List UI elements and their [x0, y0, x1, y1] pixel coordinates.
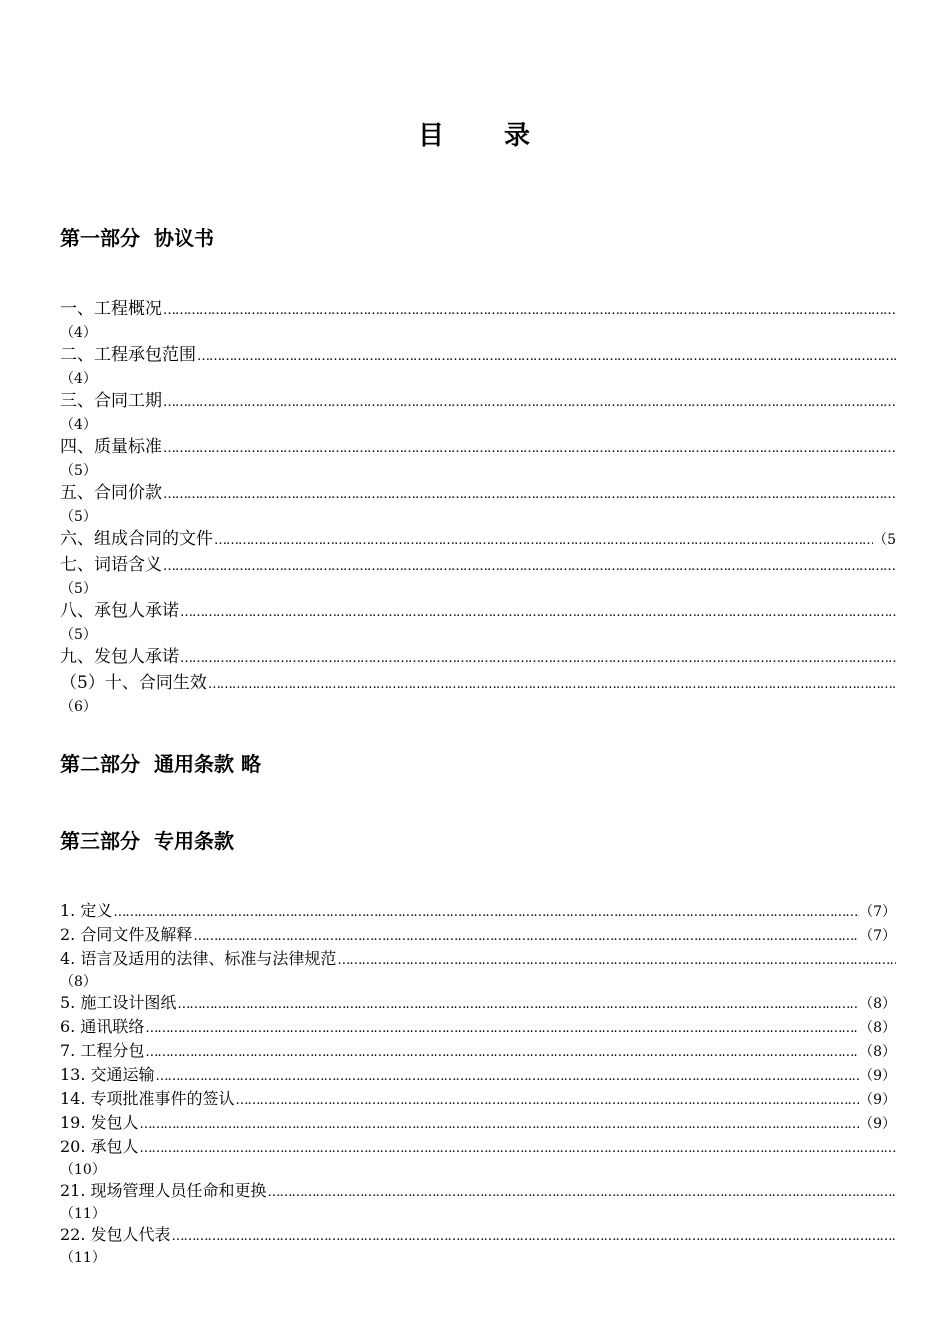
toc-entry[interactable] [60, 1136, 896, 1180]
part3-toc [60, 900, 896, 1268]
toc-entry[interactable] [60, 1112, 896, 1136]
dot-leader [162, 437, 896, 461]
toc-entry-page: （11） [60, 1250, 106, 1266]
toc-entry-page: （5） [60, 463, 97, 479]
dot-leader [144, 1042, 859, 1064]
toc-entry[interactable] [60, 553, 896, 599]
toc-entry-page: （8） [859, 1044, 896, 1060]
toc-entry[interactable] [60, 645, 896, 671]
toc-entry-label: 五、合同价款 [60, 483, 162, 503]
toc-entry[interactable] [60, 900, 896, 924]
toc-entry[interactable] [60, 527, 896, 553]
toc-entry-label: 19. 发包人 [60, 1113, 139, 1132]
toc-entry-page: （4） [60, 325, 97, 341]
part3-heading-part: 第三部分 [60, 829, 140, 853]
toc-entry[interactable] [60, 948, 896, 992]
toc-entry-page: （8） [60, 974, 97, 990]
title-char-right: 录 [504, 121, 533, 151]
dot-leader [196, 345, 896, 369]
toc-entry-label: 6. 通讯联络 [60, 1017, 145, 1036]
part2-heading-name: 通用条款 略 [154, 752, 261, 776]
toc-entry-page: （6） [60, 699, 97, 715]
page-title [0, 115, 950, 152]
dot-leader [179, 601, 896, 625]
dot-leader [336, 950, 896, 972]
toc-entry[interactable] [60, 671, 896, 717]
part1-heading [60, 222, 214, 251]
toc-entry-page: （7） [859, 904, 896, 920]
toc-entry-label: 20. 承包人 [60, 1137, 139, 1156]
toc-entry-label: 六、组成合同的文件 [60, 529, 213, 549]
toc-entry-label: 1. 定义 [60, 901, 113, 920]
toc-entry-label: 2. 合同文件及解释 [60, 925, 193, 944]
dot-leader [112, 902, 859, 924]
toc-entry-page: （8） [859, 996, 896, 1012]
dot-leader [179, 647, 896, 671]
toc-entry[interactable] [60, 435, 896, 481]
part2-heading-part: 第二部分 [60, 752, 140, 776]
toc-entry-label: 7. 工程分包 [60, 1041, 145, 1060]
toc-entry[interactable] [60, 1016, 896, 1040]
toc-entry-page: （9） [859, 1116, 896, 1132]
toc-entry-page: （5 [873, 532, 896, 548]
part2-heading [60, 748, 261, 777]
toc-entry-page: （5） [60, 509, 97, 525]
toc-entry-label: 七、词语含义 [60, 555, 162, 575]
title-char-left: 目 [417, 121, 446, 151]
toc-entry-page: （4） [60, 371, 97, 387]
dot-leader [171, 1226, 896, 1248]
toc-entry[interactable] [60, 1180, 896, 1224]
toc-entry[interactable] [60, 297, 896, 343]
toc-entry-page: （4） [60, 417, 97, 433]
toc-entry[interactable] [60, 1064, 896, 1088]
toc-entry[interactable] [60, 1088, 896, 1112]
part1-heading-name: 协议书 [154, 226, 214, 250]
dot-leader [155, 1066, 860, 1088]
toc-entry-page: （9） [859, 1068, 896, 1084]
toc-entry-label: 四、质量标准 [60, 437, 162, 457]
toc-entry-label: 13. 交通运输 [60, 1065, 155, 1084]
toc-entry-label: 21. 现场管理人员任命和更换 [60, 1181, 267, 1200]
dot-leader [176, 994, 859, 1016]
dot-leader [139, 1114, 860, 1136]
toc-entry-label: 22. 发包人代表 [60, 1225, 171, 1244]
toc-entry-page: （5） [60, 581, 97, 597]
toc-entry-page: （7） [859, 928, 896, 944]
dot-leader [162, 391, 896, 415]
toc-entry-label: 九、发包人承诺 [60, 647, 179, 667]
dot-leader [192, 926, 859, 948]
part1-toc [60, 297, 896, 717]
dot-leader [139, 1138, 896, 1160]
toc-entry[interactable] [60, 599, 896, 645]
dot-leader [235, 1090, 860, 1112]
toc-entry-page: （9） [859, 1092, 896, 1108]
toc-entry[interactable] [60, 1040, 896, 1064]
toc-entry[interactable] [60, 389, 896, 435]
toc-entry-label: 二、工程承包范围 [60, 345, 196, 365]
dot-leader [207, 673, 896, 697]
dot-leader [162, 483, 896, 507]
toc-entry-label: （5）十、合同生效 [60, 673, 207, 693]
dot-leader [267, 1182, 896, 1204]
toc-entry-label: 八、承包人承诺 [60, 601, 179, 621]
toc-entry[interactable] [60, 1224, 896, 1268]
dot-leader [162, 555, 896, 579]
toc-entry-label: 5. 施工设计图纸 [60, 993, 177, 1012]
toc-entry[interactable] [60, 924, 896, 948]
toc-entry-page: （5） [60, 627, 97, 643]
toc-entry-page: （8） [859, 1020, 896, 1036]
dot-leader [213, 529, 873, 553]
part3-heading [60, 825, 234, 854]
toc-entry[interactable] [60, 992, 896, 1016]
toc-entry[interactable] [60, 343, 896, 389]
toc-entry-page: （10） [60, 1162, 106, 1178]
toc-entry-label: 一、工程概况 [60, 299, 162, 319]
part1-heading-part: 第一部分 [60, 226, 140, 250]
toc-entry-label: 14. 专项批准事件的签认 [60, 1089, 235, 1108]
toc-entry[interactable] [60, 481, 896, 527]
dot-leader [144, 1018, 859, 1040]
part3-heading-name: 专用条款 [154, 829, 234, 853]
dot-leader [162, 299, 896, 323]
toc-entry-label: 4. 语言及适用的法律、标准与法律规范 [60, 949, 337, 968]
toc-entry-label: 三、合同工期 [60, 391, 162, 411]
toc-entry-page: （11） [60, 1206, 106, 1222]
